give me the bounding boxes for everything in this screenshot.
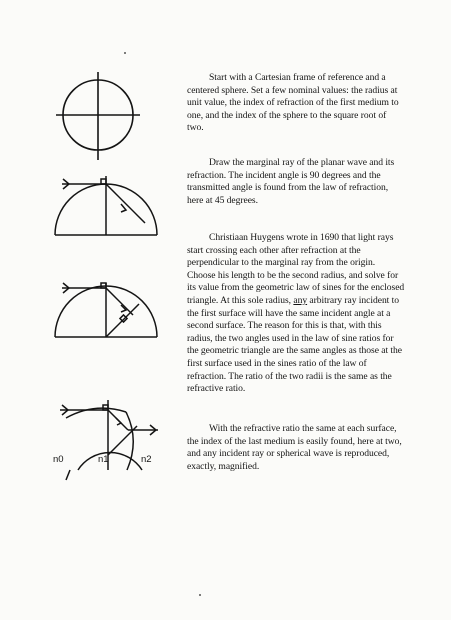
- paragraph-huygens-part2: arbitrary ray incident to the first surface will have the same incident angle at a second surface. The reason for this is that, with this radius, the two angles used in the law of sine ratios for the geometric triangle are the same angles as those at the first surface used in the sines ratio of the law of refraction. The ratio of the two radii is the same as the refractive ratio.: [187, 294, 403, 395]
- paragraph-huygens: [187, 232, 405, 396]
- paragraph-marginal-ray: Draw the marginal ray of the planar wave and its refraction. The incident angle is 90 degrees and the transmitted angle is found from the law of refraction, here at 45 degrees.: [187, 157, 395, 206]
- first-surface-left-stub: [66, 470, 70, 480]
- figure-marginal-ray: [55, 176, 157, 235]
- paragraph-huygens-part1: Christiaan Huygens wrote in 1690 that light rays start crossing each other after refraction at the perpendicular to the marginal ray from the origin. Choose his length to be the second radius, and solve for its value from the geometric law of sines for the enclosed triangle. At this sole radius,: [187, 232, 405, 306]
- figure-huygens: [55, 283, 157, 337]
- scan-speck: [124, 52, 126, 54]
- figure-cartesian-sphere: [56, 72, 140, 160]
- refracted-arrowhead: [116, 418, 121, 425]
- paragraph-cartesian-frame: Start with a Cartesian frame of reference and a centered sphere. Set a few nominal values: the radius at unit value, the index of refraction of the first medium to one, and the index of the sphere to the square root of two.: [187, 72, 399, 134]
- underlined-word-any: any: [293, 294, 308, 306]
- right-angle-mark: [101, 179, 106, 184]
- refracted-ray: [106, 184, 145, 223]
- medium-label-n0: n0: [53, 454, 64, 465]
- medium-label-n1: n1: [98, 454, 109, 465]
- second-surface-arc: [126, 412, 133, 470]
- refracted-arrowhead: [121, 204, 126, 212]
- paragraph-two-surfaces: With the refractive ratio the same at each surface, the index of the last medium is easily found, here at two, and any incident ray or spherical wave is reproduced, exactly, magnified.: [187, 423, 402, 472]
- scan-speck: [199, 594, 201, 596]
- figure-two-surfaces: [60, 400, 158, 480]
- medium-label-n2: n2: [141, 454, 152, 465]
